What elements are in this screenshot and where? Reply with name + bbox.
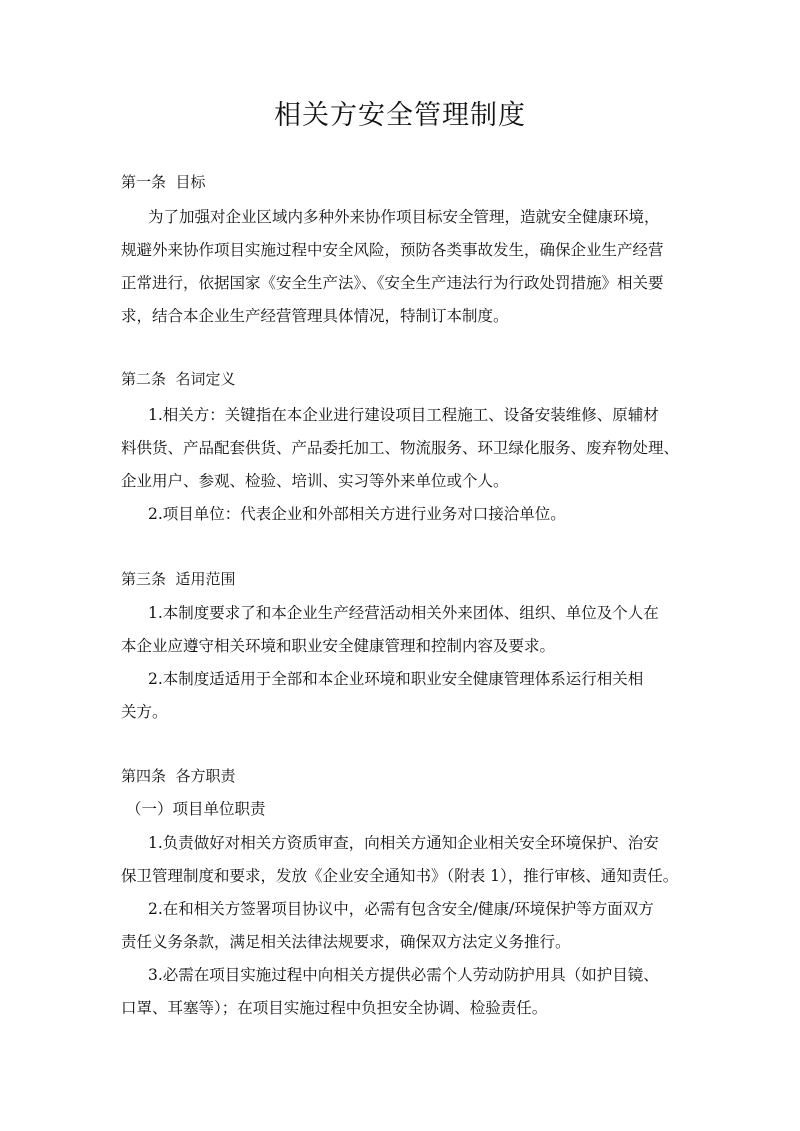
section-2-item-1-line-1: 1.相关方：关键指在本企业进行建设项目工程施工、设备安装维修、原辅材 — [148, 406, 659, 424]
section-3-item-1-line-2: 本企业应遵守相关环境和职业安全健康管理和控制内容及要求。 — [121, 637, 556, 655]
section-4-item-1-line-1: 1.负责做好对相关方资质审查，向相关方通知企业相关安全环境保护、治安 — [148, 834, 659, 852]
section-heading-3: 第三条 适用范围 — [121, 570, 236, 588]
section-3-item-2-line-1: 2.本制度适适用于全部和本企业环境和职业安全健康管理体系运行相关相 — [148, 670, 644, 688]
page-title: 相关方安全管理制度 — [274, 100, 526, 131]
section-3-item-1-line-1: 1.本制度要求了和本企业生产经营活动相关外来团体、组织、单位及个人在 — [148, 604, 659, 622]
section-1-line-3: 正常进行，依据国家《安全生产法》、《安全生产违法行为行政处罚措施》相关要 — [121, 274, 664, 292]
section-2-item-1-line-2: 料供货、产品配套供货、产品委托加工、物流服务、环卫绿化服务、废弃物处理、 — [121, 439, 680, 457]
section-heading-4: 第四条 各方职责 — [121, 767, 236, 785]
section-1-line-2: 规避外来协作项目实施过程中安全风险，预防各类事故发生，确保企业生产经营 — [121, 241, 664, 259]
section-3-item-2-line-2: 关方。 — [121, 703, 168, 721]
section-4-item-3-line-1: 3.必需在项目实施过程中向相关方提供必需个人劳动防护用具（如护目镜、 — [148, 966, 659, 984]
section-1-line-4: 求，结合本企业生产经营管理具体情况，特制订本制度。 — [121, 307, 509, 325]
section-1-line-1: 为了加强对企业区域内多种外来协作项目标安全管理，造就安全健康环境， — [148, 208, 660, 226]
section-2-item-2-line-1: 2.项目单位：代表企业和外部相关方进行业务对口接洽单位。 — [148, 505, 566, 523]
section-4-item-1-line-2: 保卫管理制度和要求，发放《企业安全通知书》（附表 1），推行审核、通知责任。 — [121, 867, 679, 885]
section-4-item-2-line-2: 责任义务条款，满足相关法律法规要求，确保双方法定义务推行。 — [121, 933, 571, 951]
section-heading-2: 第二条 名词定义 — [121, 370, 236, 388]
section-4-item-2-line-1: 2.在和相关方签署项目协议中，必需有包含安全/健康/环境保护等方面双方 — [148, 900, 654, 918]
section-4-item-3-line-2: 口罩、耳塞等）；在项目实施过程中负担安全协调、检验责任。 — [121, 999, 548, 1017]
section-4-sub-heading: （一）项目单位职责 — [126, 800, 266, 818]
section-2-item-1-line-3: 企业用户、参观、检验、培训、实习等外来单位或个人。 — [121, 472, 509, 490]
section-heading-1: 第一条 目标 — [121, 173, 206, 191]
